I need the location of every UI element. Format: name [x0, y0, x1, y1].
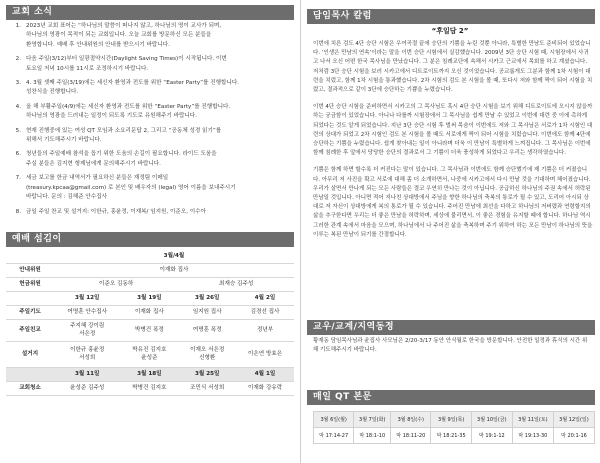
- notice-number: 2.: [15, 56, 21, 63]
- table-row: [6, 319, 294, 341]
- row-label: 안내위원: [6, 263, 54, 277]
- table-cell: 정년부: [236, 319, 294, 341]
- notices-header: 교회 소식: [6, 5, 294, 20]
- notice-text: 현재 진행중에 있는 여성 QT 모임과 소요리문답 2, 그리고 “공동체 성경 읽기”를 위해서 기도해주시기 바랍니다.: [26, 127, 222, 144]
- column-title: “후일담 2”: [431, 27, 469, 35]
- table-cell: 김경선 집사: [236, 305, 294, 319]
- table-row: [314, 412, 595, 428]
- row-label: [6, 249, 54, 263]
- column-paragraph: 이번 4단 승단 시험을 준비하면서 시카고의 그 목사님도 혹시 4단 승단 시험을 보기 위해 디트로이트에 오시지 않을까 하는 궁금함이 있었습니다. 아니나 다를까 시험장에서 그 목사님을 쉽게 만날 수 있었고 이번에 대련 중 이에 촉하게 되었다는 것도 알게 되었습니다. 지난 3단 승단 시험 후 벌써 목숨이 이번에도 저와 그 목사님은 서로가 1차 시험인 대련의 상대가 되었고 2차 시험인 검도 본 시험을 볼 때도 서로에게 짝이 되어 시험을 치렀습니다. 이번에도 함께 4단에 승단하는 기쁨을 누렸습니다. 쉽게 찾아내는 일이 아니라며 더욱 이 만남이 특별하게 느껴집니다. 그 목사님은 이번에 함께 침례한 후 앞에서 당당한 승단의 결과로서 그 기쁨이 더욱 풍성하게 되었다고 우리는 생각하였습니다.: [313, 104, 593, 157]
- table-row: [6, 367, 294, 381]
- qt-reference: 막 18:11-20: [391, 428, 431, 444]
- visits-header: 교우/교계/지역동정: [307, 320, 595, 335]
- qt-date: 3월 10일(금): [471, 412, 512, 428]
- notice-text: 2023년 교회 표어는 “하나님의 말씀이 떠나지 않고, 하나님의 영이 교사가 되며, 하나님의 영광이 목적이 되는 교회입니다. 오늘 교회를 방문하신 모든 분들을 환영합니다. 예배 후 안내위원의 안내를 받으시기 바랍니다.: [26, 23, 222, 48]
- service-header: 예배 섬김이: [6, 232, 294, 247]
- qt-date: 3월 12일(일): [553, 412, 594, 428]
- notice-number: 6.: [15, 151, 21, 158]
- table-cell: 이재화 집사: [120, 305, 178, 319]
- table-cell: 이재화 집사: [54, 263, 294, 277]
- date-cell: 3월 19일: [120, 291, 178, 305]
- pastor-column-header: 담임목사 칼럼: [307, 9, 595, 24]
- table-cell: 여명훈 안수집사: [54, 305, 120, 319]
- qt-date: 3월 8일(수): [391, 412, 431, 428]
- notice-number: 1.: [15, 23, 21, 29]
- notice-text: 금일 주일 찬교 및 설거지: 이한규, 홍윤정, 이재복/ 임지원, 이준오, 이수아: [26, 208, 206, 215]
- date-cell: 3월 26일: [178, 291, 236, 305]
- table-cell: 임지원 집사: [178, 305, 236, 319]
- qt-date: 3월 11일(토): [512, 412, 553, 428]
- table-cell: 최재승 김주성: [178, 277, 294, 291]
- qt-date: 3월 7일(화): [354, 412, 391, 428]
- notice-item: [8, 79, 292, 98]
- table-cell: 조민식 서성희: [178, 381, 236, 395]
- notice-number: 7.: [15, 175, 21, 182]
- date-cell: 3월 11일: [54, 367, 120, 381]
- notice-number: 3.: [15, 80, 21, 87]
- row-label: 주일친교: [6, 319, 54, 341]
- month-header: 3월/4월: [54, 249, 294, 263]
- row-label: 설거지: [6, 341, 54, 367]
- notice-text: 다음 주일(3/12)부터 일광절약시간(Daylight Saving Times)이 시작됩니다. 이번 토요일 저녁 10시를 11시로 조정하시기 바랍니다.: [26, 56, 227, 72]
- table-row: [6, 305, 294, 319]
- qt-date: 3월 6일(월): [314, 412, 354, 428]
- column-body: [313, 40, 593, 248]
- notice-text: 올 해 부활주일(4/9)에는 세신자 환영과 전도를 위한 “Easter Party”를 진행합니다. 하나님의 영광을 드러내는 일정이 되도록 기도로 유원해주기 바랍니다.: [26, 103, 231, 120]
- notice-number: 8.: [15, 208, 21, 215]
- column-divider: [300, 0, 301, 463]
- qt-reference: 막 18:21-35: [431, 428, 471, 444]
- table-row: [6, 341, 294, 367]
- notice-item: [8, 150, 292, 169]
- notice-text: 청년들의 주일예배 참석을 돕기 위한 도움의 손길이 필요합니다. 라이드 도움을 주실 분들은 김지현 형제님에게 문의해주시기 바랍니다.: [26, 151, 217, 167]
- qt-reference: 막 19:13-30: [512, 428, 553, 444]
- date-cell: 3월 18일: [120, 367, 178, 381]
- notice-number: 5.: [15, 127, 21, 134]
- table-row: [6, 249, 294, 263]
- notices-list: [8, 22, 292, 222]
- qt-reference: 막 18:1-10: [354, 428, 391, 444]
- row-label: 헌금위원: [6, 277, 54, 291]
- table-cell: 이은연 방효은: [236, 341, 294, 367]
- notice-item: [8, 103, 292, 122]
- qt-table: [313, 411, 595, 444]
- table-cell: 박유진 김지호 윤성준: [120, 341, 178, 367]
- table-cell: 박병건 김지호: [120, 381, 178, 395]
- qt-reference: 막 20:1-16: [553, 428, 594, 444]
- notice-item: [8, 127, 292, 146]
- column-paragraph: 이번에 치른 검도 4단 승단 시험은 우여곡절 끝에 승단의 기쁨을 누린 것뿐 아니라, 특별한 만남도 준비되어 있었습니다. ‘인생은 만남의 연속’이라는 말을 이번 승단 시험에서 실감했습니다. 2009년 3단 승단 시험 때, 시험장에서 사귀고 나서 오신 어떤 한국 목사님을 만났습니다. 그 분은 침례교단에 속해서 시카고 근교에서 목회를 하고 계셨습니다. 저처럼 3단 승단 시험을 보러 시카고에서 디트로이트까지 오신 것이었습니다. 공교롭게도 그분과 함께 1차 시험이 대련을 치렀고, 함께 1차 시험을 통과했습니다. 2차 시험의 검도 본 시험을 볼 때, 또다시 저와 함께 짝이 되어 시험을 치렀고, 결과적으로 같이 3단에 승단하는 기쁨을 누렸습니다.: [313, 41, 593, 94]
- notice-item: [8, 22, 292, 50]
- table-cell: 이한규 홍윤정 서성희: [54, 341, 120, 367]
- table-cell: 박병건 폭정: [120, 319, 178, 341]
- table-cell: 윤성준 김주성: [54, 381, 120, 395]
- column-paragraph: 기쁨은 함께 하면 할수록 더 커진다는 말이 있습니다. 그 목사님과 이번에도 함께 승단했기에 제 기쁨은 더 커졌습니다. 아무리 저 사진을 확고 서로에 대해 좀 더 소개하면서, 나중에 시카고에서 다시 만날 것을 기대하며 헤어졌습니다. 우리가 살면서 만나게 되는 모든 사람들은 결코 우연히 만나는 것이 아닙니다. 공급하신 하나님의 주권 속에서 허락된 만남일 것입니다. 아니면 적어 지나친 상대방에서 주님을 향한 하나님의 축복의 통로가 될 수 있고, 도리어 아시되 상대로 저 자신이 상대방에게 복의 통로가 될 수 있습니다. 주어진 만남에 최선을 다하고 하나님의 저버렸과 연령할지의 삶을 추구한다면 우리는 더 좋은 만남을 허락하며, 세상에 불리면서, 이 좋은 경험을 유지할 때에 합니다. 하나님 역시 그러한 관계 속에서 마음을 모으며, 하나님에서 나 주어진 삶을 축복하며 주기 위하여 하는 모든 만남이 하나님의 뜻을 이루는 복된 만남이 되기를 간절합니다.: [313, 167, 593, 238]
- visits-text: 황재동 담임목사님과 윤집사 사모님은 2/20-3/17 동안 안식월로 한국을 방문합니다. 안전한 일정과 휴식의 시간 위해 기도해주시기 바랍니다.: [313, 338, 588, 354]
- table-row: [314, 428, 595, 444]
- date-cell: 3월 25일: [178, 367, 236, 381]
- row-label: [6, 291, 54, 305]
- table-row: [6, 291, 294, 305]
- table-cell: 여명훈 폭정: [178, 319, 236, 341]
- table-cell: 이준오 김동하: [54, 277, 178, 291]
- table-row: [6, 277, 294, 291]
- notice-text: 4. 3월 셋째 주일(3/19)에는 세신자 환영과 전도를 위한 “Easter Party”를 진행합니다. 성찬식을 진행합니다.: [26, 80, 240, 96]
- notice-text: 세금 보고를 한금 내역서가 필요하신 분들은 재정팀 이메일 (treasury.kpcaa@gmail.com) 로 본인 및 배우자의 (legal) 영어 이름을 보내주시기 바랍니다. 문의 : 김해준 안수집사: [26, 175, 236, 201]
- table-row: [6, 263, 294, 277]
- date-cell: 4월 2일: [236, 291, 294, 305]
- row-label: [6, 367, 54, 381]
- table-row: [6, 381, 294, 395]
- qt-reference: 막 17:14-27: [314, 428, 354, 444]
- date-cell: 4월 1일: [236, 367, 294, 381]
- table-cell: 이재오 서은정 신형환: [178, 341, 236, 367]
- date-cell: 3월 12일: [54, 291, 120, 305]
- row-label: 주일기도: [6, 305, 54, 319]
- qt-reference: 막 19:1-12: [471, 428, 512, 444]
- notice-number: 4.: [15, 103, 21, 110]
- notice-item: [8, 174, 292, 202]
- service-table: [6, 249, 294, 396]
- notice-item: [8, 208, 292, 217]
- table-cell: 이재화 강유락: [236, 381, 294, 395]
- row-label: 교회청소: [6, 381, 54, 395]
- qt-header: 매일 QT 본문: [307, 390, 595, 405]
- notice-item: [8, 55, 292, 74]
- table-cell: 주지혜 강이림 서은정: [54, 319, 120, 341]
- qt-date: 3월 9일(목): [431, 412, 471, 428]
